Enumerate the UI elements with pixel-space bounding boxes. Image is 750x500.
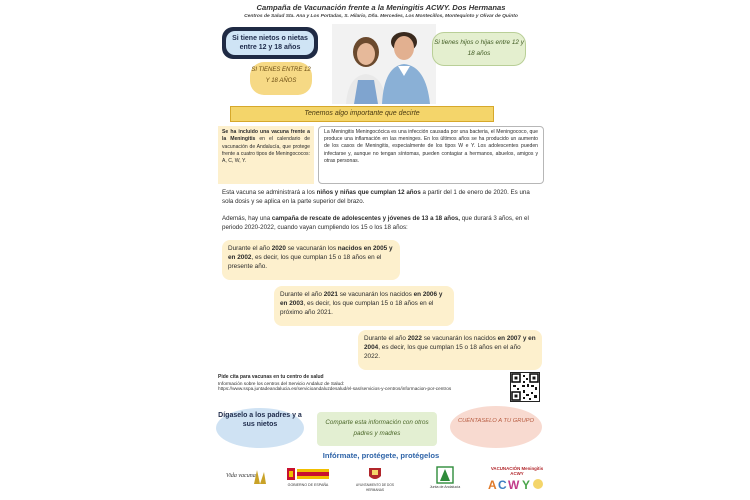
paragraph-rescue-campaign	[222, 214, 542, 232]
y2-c: , es decir, los que cumplan 15 o 18 años en el próximo año 2021.	[280, 300, 434, 316]
intro-left-rest: en el calendario de vacunación de Andalucía, que protege frente a cuatro tipos de Meningococos: A, C, W, Y.	[222, 136, 310, 165]
p2-b: campaña de rescate de adolescentes y jóvenes de 13 a 18 años,	[271, 215, 461, 222]
p2-c: que durará 3 años, en el periodo 2020-2022, cuando vayan cumpliendo los 15 o los 18 años:	[222, 215, 529, 231]
callout-tell-group: CUÉNTASELO A TU GRUPO	[450, 406, 542, 448]
callout-share-info: Comparte esta información con otros padres y madres	[317, 412, 437, 446]
y1-b: se vacunarán los	[285, 245, 338, 252]
y1-c: , es decir, los que cumplan 15 o 18 años en el presente año.	[228, 254, 382, 270]
y1-a: Durante el año	[228, 245, 272, 252]
page-subtitle: Centros de Salud Sta. Ana y Los Portadas, S. Hilario, Dña. Mercedes, Los Montecillos, Montequinto y Olivar de Quinto	[244, 14, 518, 19]
svg-text:A: A	[488, 478, 497, 492]
bubble-grandchildren-text: Si tiene nietos o nietas entre 12 y 18 años	[226, 31, 314, 55]
y3-a: Durante el año	[364, 335, 408, 342]
y2-nac: en 2006 y en 2003	[280, 291, 443, 307]
p1-b: niños y niñas que cumplan 12 años	[316, 189, 421, 196]
p1-a: Esta vacuna se administrará a los	[222, 189, 317, 196]
teens-photo	[332, 24, 436, 104]
page-title: Campaña de Vacunación frente a la Meningitis ACWY. Dos Hermanas	[256, 3, 506, 12]
svg-text:C: C	[498, 478, 507, 492]
y1-nac: nacidos en 2005 y en 2002	[228, 245, 393, 261]
appointment-info	[218, 375, 508, 392]
year-box-2022	[358, 330, 542, 370]
junta-logo	[422, 466, 468, 496]
poster	[212, 0, 550, 500]
y3-c: , es decir, los que cumplan 15 o 18 años en el año 2022.	[364, 344, 521, 360]
svg-text:W: W	[508, 478, 520, 492]
tagline: Infórmate, protégete, protégelos	[322, 451, 440, 460]
bubble-teens: SI TIENES ENTRE 12 Y 18 AÑOS	[250, 62, 312, 95]
campaign-logo-label: VACUNACIÓN Meningitis ACWY	[490, 466, 544, 476]
ayuntamiento-logo-label: AYUNTAMIENTO DE DOS HERMANAS	[356, 483, 394, 492]
vacuna-logo	[224, 466, 268, 496]
paragraph-age-12	[222, 188, 542, 206]
year-box-2020	[222, 240, 400, 280]
year-box-2021	[274, 286, 454, 326]
svg-text:Vida vacuna: Vida vacuna	[226, 473, 256, 479]
intro-left-bold: Se ha incluido una vacuna frente a la Meningitis	[222, 129, 310, 143]
intro-left-box	[218, 126, 314, 184]
bubble-children: Si tienes hijos o hijas entre 12 y 18 años	[432, 32, 526, 66]
y2-a: Durante el año	[280, 291, 324, 298]
callout-tell-parents: Dígaselo a los padres y a sus nietos	[216, 408, 304, 448]
y1-year: 2020	[271, 245, 286, 252]
qr-code[interactable]	[510, 372, 540, 402]
bubble-grandchildren	[222, 27, 318, 59]
y2-b: se vacunarán los nacidos	[337, 291, 414, 298]
y3-year: 2022	[407, 335, 422, 342]
section-banner: Tenemos algo importante que decirte	[230, 106, 494, 122]
gobierno-logo-label: GOBIERNO DE ESPAÑA	[287, 483, 329, 487]
y2-year: 2021	[323, 291, 338, 298]
p1-c: a partir del 1 de enero de 2020. Es una sola dosis y se aplica en la parte superior del brazo.	[222, 189, 530, 205]
svg-text:Y: Y	[522, 478, 531, 492]
ayuntamiento-logo	[352, 466, 398, 496]
p2-a: Además, hay una	[222, 215, 272, 222]
gobierno-logo	[286, 466, 330, 496]
campaign-logo	[486, 466, 548, 496]
y3-nac: en 2007 y en 2004	[364, 335, 536, 351]
y3-b: se vacunarán los nacidos	[421, 335, 498, 342]
appointment-title: Pide cita para vacunas en tu centro de salud	[218, 374, 324, 380]
appointment-info-text: Información sobre los centros del Servicio Andaluz de Salud:	[218, 380, 345, 386]
appointment-url[interactable]: https://www.sspa.juntadeandalucia.es/servicioandaluzdesalud/el-sas/servicios-y-centros/informacion-por-centros	[218, 386, 452, 392]
junta-logo-label: Junta de Andalucía	[429, 485, 461, 489]
intro-right-box: La Meningitis Meningocócica es una infección causada por una bacteria, el Meningococo, que produce una inflamación en las meninges. En los últimos años se ha producido un aumento de los casos de Meningitis, especialmente de los tipos W e Y. Los adolescentes pueden infectarse y, aunque no tengan síntomas, pueden contagiar a hermanos, abuelos, amigos y otras personas.	[318, 126, 544, 184]
